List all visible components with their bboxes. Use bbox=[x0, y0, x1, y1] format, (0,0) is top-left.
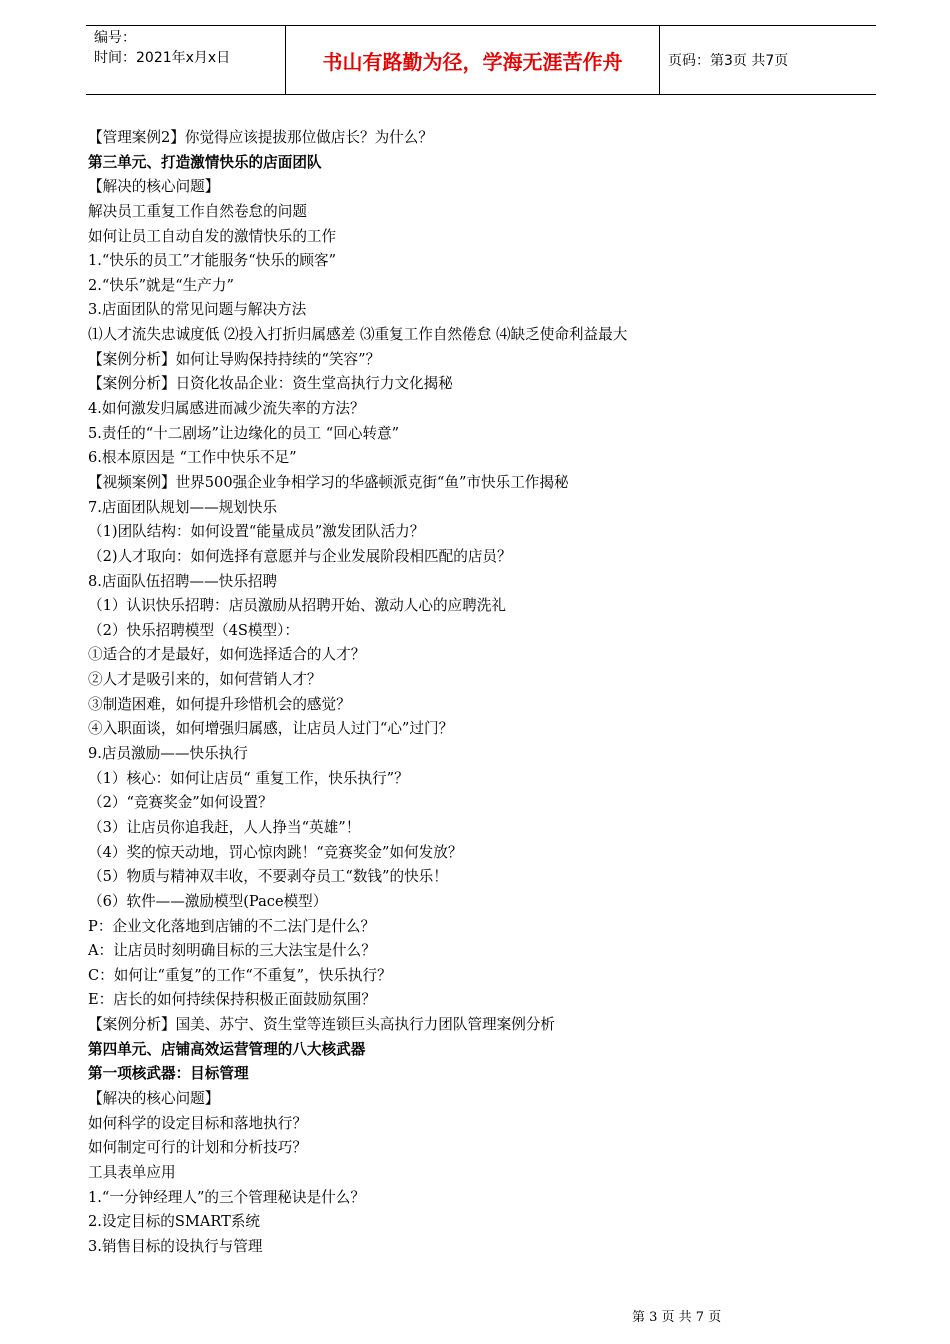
text-line: （2）“竞赛奖金”如何设置？ bbox=[88, 794, 273, 812]
text-line: 1.“快乐的员工”才能服务“快乐的顾客” bbox=[88, 252, 337, 270]
page-footer: 第 3 页 共 7 页 bbox=[632, 1310, 722, 1325]
section-heading: 第四单元、店铺高效运营管理的八大核武器 bbox=[88, 1040, 366, 1058]
number-label: 编号： bbox=[94, 30, 136, 46]
text-line: 【管理案例2】你觉得应该提拔那位做店长？为什么？ bbox=[88, 129, 433, 146]
text-line: （5）物质与精神双丰收，不要剥夺员工“数钱”的快乐！ bbox=[88, 868, 448, 886]
text-line: 1.“一分钟经理人”的三个管理秘诀是什么？ bbox=[88, 1188, 365, 1206]
text-line: 【解决的核心问题】 bbox=[88, 1089, 220, 1107]
page-header bbox=[86, 25, 876, 95]
text-line: （1)团队结构：如何设置“能量成员”激发团队活力？ bbox=[88, 523, 425, 541]
text-line: 7.店面团队规划——规划快乐 bbox=[88, 498, 278, 516]
text-line: A：让店员时刻明确目标的三大法宝是什么？ bbox=[88, 942, 376, 960]
section-heading: 第一项核武器：目标管理 bbox=[88, 1065, 249, 1083]
text-line: 3.销售目标的设执行与管理 bbox=[88, 1237, 263, 1255]
text-line: C：如何让“重复”的工作“不重复”，快乐执行？ bbox=[88, 966, 392, 984]
page-label: 页码：第3页 共7页 bbox=[668, 53, 789, 69]
text-line: 如何制定可行的计划和分析技巧？ bbox=[88, 1139, 307, 1157]
text-line: （2)人才取向：如何选择有意愿并与企业发展阶段相匹配的店员？ bbox=[88, 547, 512, 565]
text-line: 解决员工重复工作自然卷怠的问题 bbox=[88, 202, 307, 220]
text-line: 【案例分析】日资化妆品企业：资生堂高执行力文化揭秘 bbox=[88, 375, 453, 393]
document-body bbox=[88, 126, 878, 1259]
text-line: ①适合的才是最好，如何选择适合的人才？ bbox=[88, 646, 366, 664]
text-line: 8.店面队伍招聘——快乐招聘 bbox=[88, 572, 278, 590]
text-line: 【解决的核心问题】 bbox=[88, 178, 220, 196]
text-line: 工具表单应用 bbox=[88, 1163, 176, 1181]
text-line: ②人才是吸引来的，如何营销人才？ bbox=[88, 671, 322, 689]
text-line: P：企业文化落地到店铺的不二法门是什么？ bbox=[88, 917, 376, 935]
section-heading: 第三单元、打造激情快乐的店面团队 bbox=[88, 153, 322, 171]
text-line: 如何科学的设定目标和落地执行？ bbox=[88, 1114, 307, 1132]
text-line: （6）软件——激励模型(Pace模型） bbox=[88, 892, 328, 910]
text-line: 2.设定目标的SMART系统 bbox=[88, 1213, 261, 1231]
text-line: 9.店员激励——快乐执行 bbox=[88, 745, 248, 763]
text-line: （1）核心：如何让店员“ 重复工作，快乐执行”？ bbox=[88, 769, 409, 787]
text-line: 6.根本原因是 “工作中快乐不足” bbox=[88, 449, 297, 467]
time-label: 时间：2021年x月x日 bbox=[94, 50, 231, 66]
text-line: ⑴人才流失忠诚度低 ⑵投入打折归属感差 ⑶重复工作自然倦怠 ⑷缺乏使命利益最大 bbox=[88, 326, 628, 344]
text-line: 3.店面团队的常见问题与解决方法 bbox=[88, 301, 307, 319]
text-line: （4）奖的惊天动地，罚心惊肉跳！“竞赛奖金”如何发放？ bbox=[88, 843, 463, 861]
text-line: 如何让员工自动自发的激情快乐的工作 bbox=[88, 227, 337, 245]
header-slogan-cell bbox=[286, 26, 660, 94]
text-line: 【案例分析】如何让导购保持持续的“笑容”？ bbox=[88, 350, 381, 368]
header-left-cell bbox=[86, 26, 286, 94]
text-line: 5.责任的“十二剧场”让边缘化的员工 “回心转意” bbox=[88, 424, 400, 442]
header-right-cell bbox=[660, 26, 876, 94]
text-line: E：店长的如何持续保持积极正面鼓励氛围？ bbox=[88, 991, 376, 1009]
text-line: ④入职面谈，如何增强归属感，让店员人过门“心”过门？ bbox=[88, 720, 454, 738]
text-line: （1）认识快乐招聘：店员激励从招聘开始、激动人心的应聘洗礼 bbox=[88, 597, 506, 615]
text-line: 【视频案例】世界500强企业争相学习的华盛顿派克街“鱼”市快乐工作揭秘 bbox=[88, 473, 569, 491]
slogan: 书山有路勤为径，学海无涯苦作舟 bbox=[322, 49, 623, 74]
text-line: 4.如何激发归属感进而减少流失率的方法？ bbox=[88, 400, 365, 418]
text-line: 2.“快乐”就是“生产力” bbox=[88, 276, 234, 294]
text-line: （2）快乐招聘模型（4S模型）： bbox=[88, 621, 299, 639]
text-line: ③制造困难，如何提升珍惜机会的感觉？ bbox=[88, 695, 351, 713]
text-line: 【案例分析】国美、苏宁、资生堂等连锁巨头高执行力团队管理案例分析 bbox=[88, 1016, 556, 1034]
text-line: （3）让店员你追我赶，人人挣当“英雄”！ bbox=[88, 818, 361, 836]
